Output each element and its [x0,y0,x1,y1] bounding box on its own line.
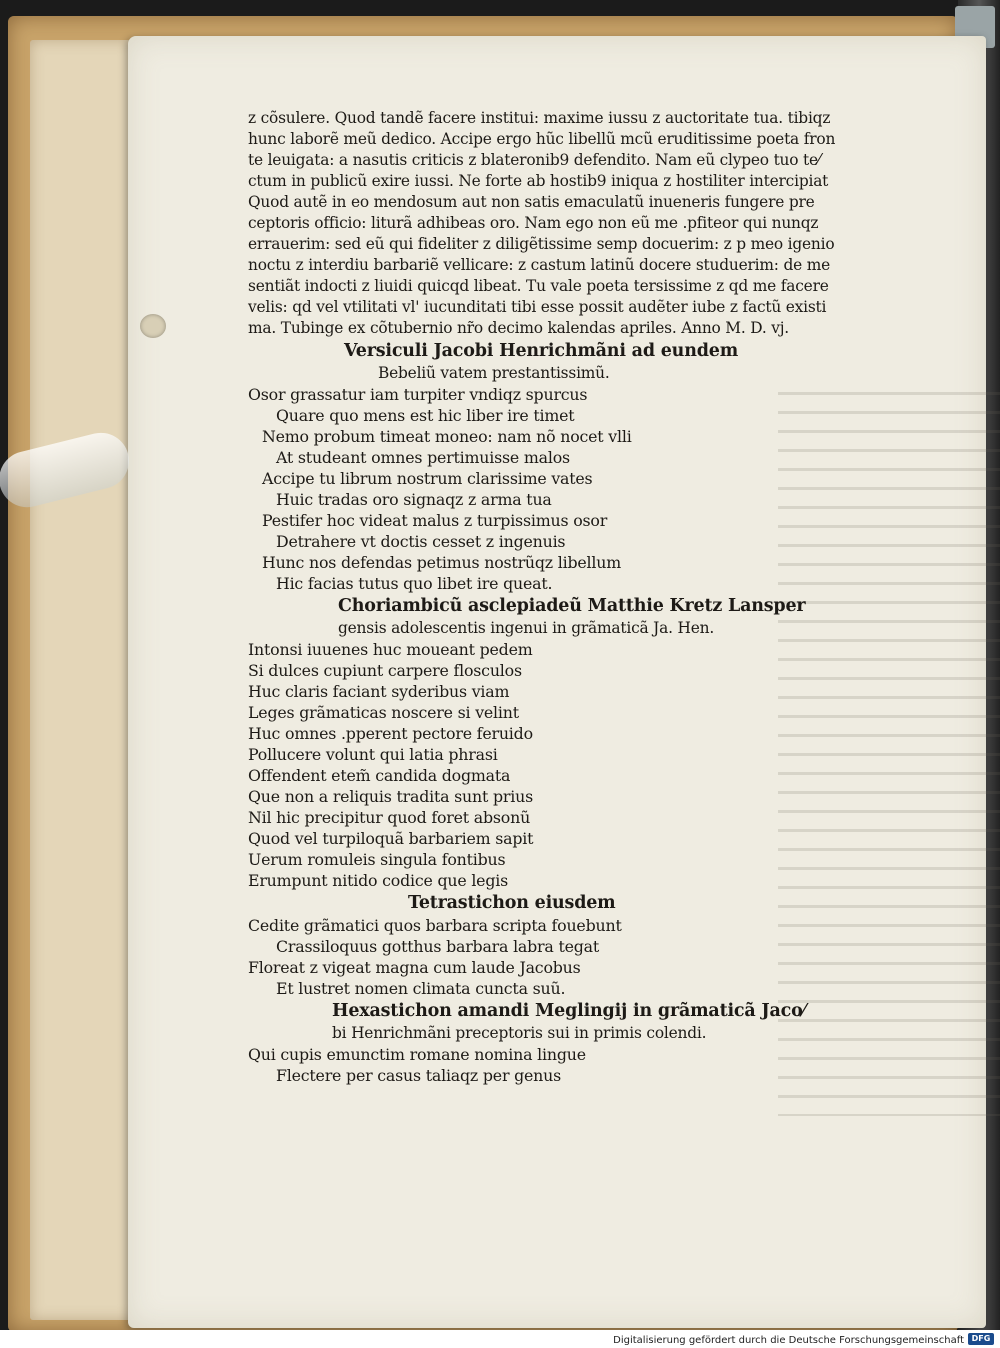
heading-versiculi-sub: Bebeliũ vatem prestantissimũ. [378,364,610,382]
paper-hole [140,314,166,338]
heading-choriambicum: Choriambicũ asclepiadeũ Matthie Kretz Lansper [338,596,806,616]
footer-bar [0,1330,1000,1348]
page-text [248,108,908,1086]
verse-line: Quare quo mens est hic liber ire timet [276,406,575,425]
verse-line: Hunc nos defendas petimus nostrũqz libellum [262,553,621,572]
prose-line: sentiãt indocti z liuidi quicqd libeat. Tu vale poeta tersissime z qd me facere [248,277,829,295]
heading-hexastichon-sub: bi Henrichmãni preceptoris sui in primis colendi. [332,1024,707,1042]
dfg-logo-icon[interactable]: DFG [968,1333,994,1345]
prose-line: noctu z interdiu barbariẽ vellicare: z castum latinũ docere studuerim: de me [248,256,831,274]
prose-line: ctum in publicũ exire iussi. Ne forte ab hostib9 iniqua z hostiliter intercipiat [248,172,829,190]
verse-line: Crassiloquus gotthus barbara labra tegat [276,937,600,956]
verse-line: Flectere per casus taliaqz per genus [276,1066,562,1085]
heading-versiculi: Versiculi Jacobi Henrichmãni ad eundem [344,341,739,361]
heading-hexastichon: Hexastichon amandi Meglingij in grãmaticã Jaco⁄ [332,1001,806,1021]
verse-line: Huc claris faciant syderibus viam [248,682,510,701]
verse-line: Pestifer hoc videat malus z turpissimus osor [262,511,608,530]
verse-line: Erumpunt nitido codice que legis [248,871,509,890]
poem-hexastichon [248,1044,908,1086]
verse-line: Quod vel turpiloquã barbariem sapit [248,829,534,848]
verse-line: At studeant omnes pertimuisse malos [276,448,570,467]
prose-line: ceptoris officio: liturã adhibeas oro. Nam ego non eũ me .pfiteor qui nunqz [248,214,819,232]
heading-tetrastichon: Tetrastichon eiusdem [408,893,616,913]
poem-choriambicum [248,639,908,891]
poem-versiculi [248,384,908,594]
verse-line: Intonsi iuuenes huc moueant pedem [248,640,533,659]
verse-line: Huic tradas oro signaqz z arma tua [276,490,552,509]
heading-choriambicum-sub: gensis adolescentis ingenui in grãmaticã Ja. Hen. [338,619,715,637]
verse-line: Nemo probum timeat moneo: nam nõ nocet vlli [262,427,632,446]
prose-line: hunc laborẽ meũ dedico. Accipe ergo hũc libellũ mcũ eruditissime poeta fron [248,130,836,148]
verse-line: Offendent etem̃ candida dogmata [248,766,511,785]
verse-line: Si dulces cupiunt carpere flosculos [248,661,522,680]
prose-line: Quod autẽ in eo mendosum aut non satis emaculatũ inueneris fungere pre [248,193,815,211]
prose-line: te leuigata: a nasutis criticis z blateronib9 defendito. Nam eũ clypeo tuo te⁄ [248,151,821,169]
prose-line: ma. Tubinge ex cõtubernio nr̃o decimo kalendas apriles. Anno M. D. vj. [248,319,789,337]
verse-line: Detrahere vt doctis cesset z ingenuis [276,532,566,551]
prose-line: z cõsulere. Quod tandẽ facere institui: maxime iussu z auctoritate tua. tibiqz [248,109,831,127]
verse-line: Leges grãmaticas noscere si velint [248,703,519,722]
prose-line: velis: qd vel vtilitati vl' iucunditati tibi esse possit audẽter iube z factũ existi [248,298,827,316]
verse-line: Que non a reliquis tradita sunt prius [248,787,533,806]
verse-line: Osor grassatur iam turpiter vndiqz spurcus [248,385,588,404]
verse-line: Uerum romuleis singula fontibus [248,850,506,869]
prose-block [248,108,908,339]
prose-line: errauerim: sed eũ qui fideliter z diligẽtissime semp docuerim: z p meo igenio [248,235,835,253]
verse-line: Floreat z vigeat magna cum laude Jacobus [248,958,581,977]
poem-tetrastichon [248,915,908,999]
verse-line: Pollucere volunt qui latia phrasi [248,745,498,764]
verse-line: Huc omnes .pperent pectore feruido [248,724,533,743]
funding-credit[interactable]: Digitalisierung gefördert durch die Deutsche Forschungsgemeinschaft [613,1335,964,1346]
verse-line: Qui cupis emunctim romane nomina lingue [248,1045,586,1064]
verse-line: Cedite grãmatici quos barbara scripta fouebunt [248,916,622,935]
verse-line: Hic facias tutus quo libet ire queat. [276,574,553,593]
verse-line: Accipe tu librum nostrum clarissime vates [262,469,593,488]
verse-line: Et lustret nomen climata cuncta suũ. [276,979,566,998]
verse-line: Nil hic precipitur quod foret absonũ [248,808,531,827]
